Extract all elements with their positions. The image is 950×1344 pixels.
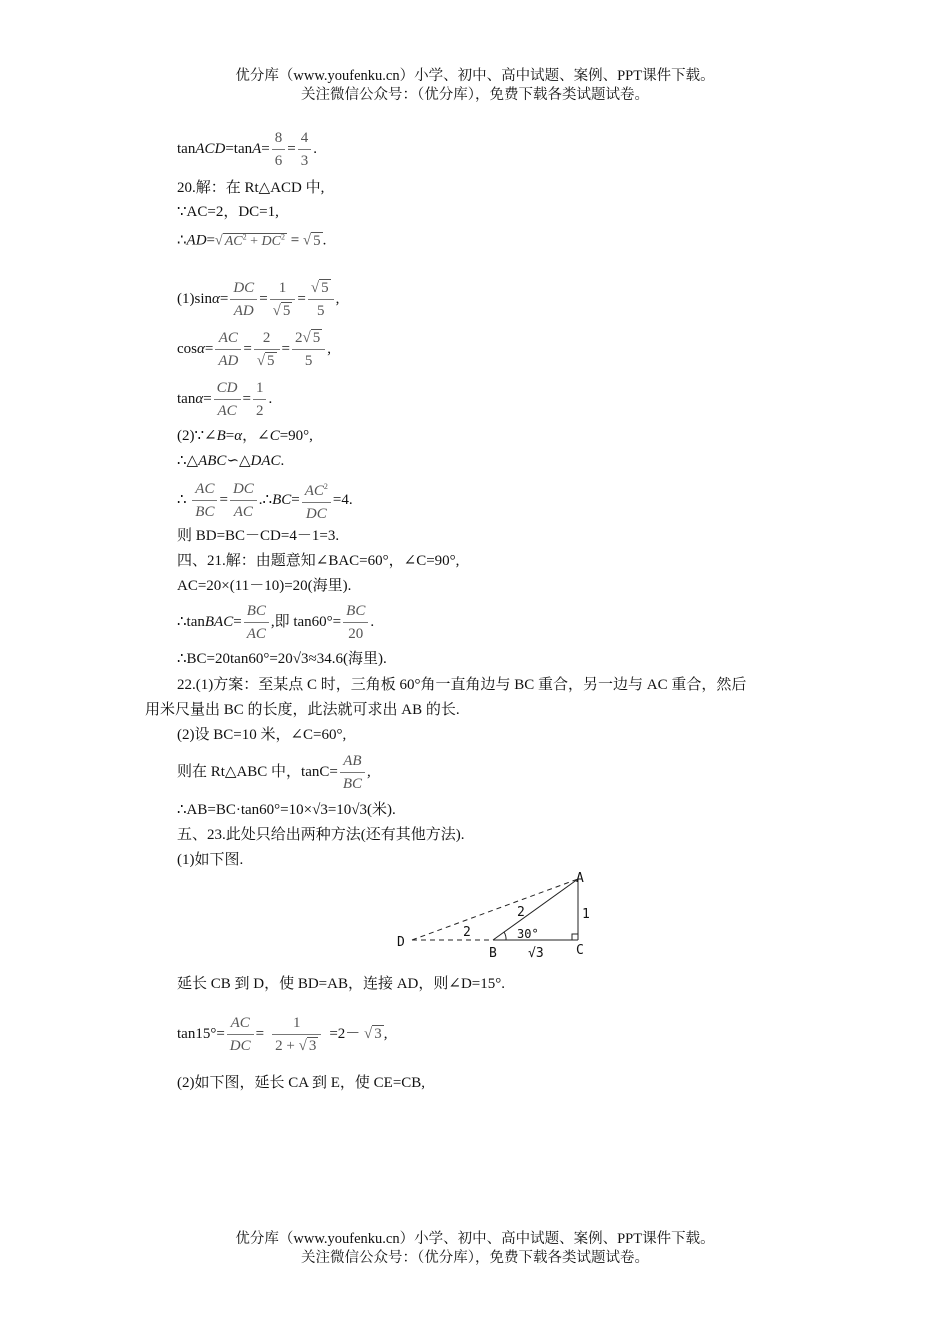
tan-bac-line: ∴tanBAC= $\frac{BC}{AC}$ ,即 tan60°= $\frac{BC}{20}$ . — [177, 600, 374, 645]
sin-alpha-line: (1)sinα= $\frac{DC}{AD}$ = $\frac{1}{√ 5}$ = $\frac{√ 5}{5}$ , — [177, 277, 339, 322]
triangle-figure — [390, 865, 600, 965]
q20-title: 20.解：在 Rt△ACD 中, — [177, 180, 325, 196]
header-line-1: 优分库（www.youfenku.cn）小学、初中、高中试题、案例、PPT课件下载。 — [235, 68, 715, 84]
ad-formula: ∴AD=√ $AC^2 + DC^2$ = √ 5 . — [177, 232, 327, 249]
footer-line-1: 优分库（www.youfenku.cn）小学、初中、高中试题、案例、PPT课件下载。 — [235, 1231, 715, 1247]
q20-part2: (2)∵∠B=α，∠C=90°, — [177, 428, 313, 444]
q20-given: ∵AC=2，DC=1, — [177, 204, 279, 220]
label-side-bc: √3 — [528, 946, 544, 961]
q23-part2: (2)如下图，延长 CA 到 E，使 CE=CB, — [177, 1075, 426, 1091]
similar-line: ∴△ABC∽△DAC. — [177, 453, 285, 469]
q23-part1: (1)如下图. — [177, 852, 244, 868]
label-b: B — [489, 946, 497, 961]
q22-line-2: 用米尺量出 BC 的长度，此法就可求出 AB 的长. — [145, 702, 460, 718]
q21-title: 四、21.解：由题意知∠BAC=60°，∠C=90°, — [177, 553, 460, 569]
angle-b-arc — [504, 932, 506, 940]
q22-part2: (2)设 BC=10 米，∠C=60°, — [177, 727, 347, 743]
bc-ratio-line: ∴ $\frac{AC}{BC}$ = $\frac{DC}{AC}$ .∴BC= $\frac{AC^2}{DC}$ =4. — [177, 476, 353, 525]
header-line-2: 关注微信公众号：（优分库），免费下载各类试题试卷。 — [301, 87, 649, 103]
q23-title: 五、23.此处只给出两种方法(还有其他方法). — [177, 827, 465, 843]
q21-bc: ∴BC=20tan60°=20√3≈34.6(海里). — [177, 651, 387, 667]
footer-line-2: 关注微信公众号：（优分库），免费下载各类试题试卷。 — [301, 1250, 649, 1266]
line-da — [412, 879, 578, 940]
q22-ab: ∴AB=BC·tan60°=10×√3=10√3(米). — [177, 802, 396, 818]
q22-tan-c-line: 则在 Rt△ABC 中，tanC= $\frac{AB}{BC}$ , — [177, 750, 371, 795]
q22-rt-text: 则在 Rt△ABC 中，tanC= — [177, 763, 338, 780]
label-d: D — [397, 935, 405, 950]
q22-line-1: 22.(1)方案：至某点 C 时，三角板 60°角一直角边与 BC 重合，另一边与 AC 重合，然后 — [177, 677, 747, 693]
label-side-ac: 1 — [582, 907, 590, 922]
label-side-ab: 2 — [517, 905, 525, 920]
q21-ac: AC=20×(11－10)=20(海里). — [177, 578, 352, 594]
tan15-line: tan15°= $\frac{AC}{DC}$ = $\frac{1}{2 + √ 3}$ =2－ √ 3 , — [177, 1012, 388, 1057]
tan-acd-line: tanACD=tanA= $\frac{8}{6}$ = $\frac{4}{3}$ . — [177, 127, 317, 172]
label-a: A — [576, 871, 584, 886]
label-angle-b: 30° — [517, 927, 539, 941]
q23-extend: 延长 CB 到 D，使 BD=AB，连接 AD，则∠D=15°. — [177, 976, 506, 992]
q20-bd: 则 BD=BC－CD=4－1=3. — [177, 528, 340, 544]
label-side-da: 2 — [463, 925, 471, 940]
label-c: C — [576, 943, 584, 958]
right-angle-mark — [572, 934, 578, 940]
cos-alpha-line: cosα= $\frac{AC}{AD}$ = $\frac{2}{√ 5}$ = $\frac{2√ 5}{5}$ , — [177, 327, 331, 372]
tan-alpha-line: tanα= $\frac{CD}{AC}$ = $\frac{1}{2}$ . — [177, 377, 272, 422]
